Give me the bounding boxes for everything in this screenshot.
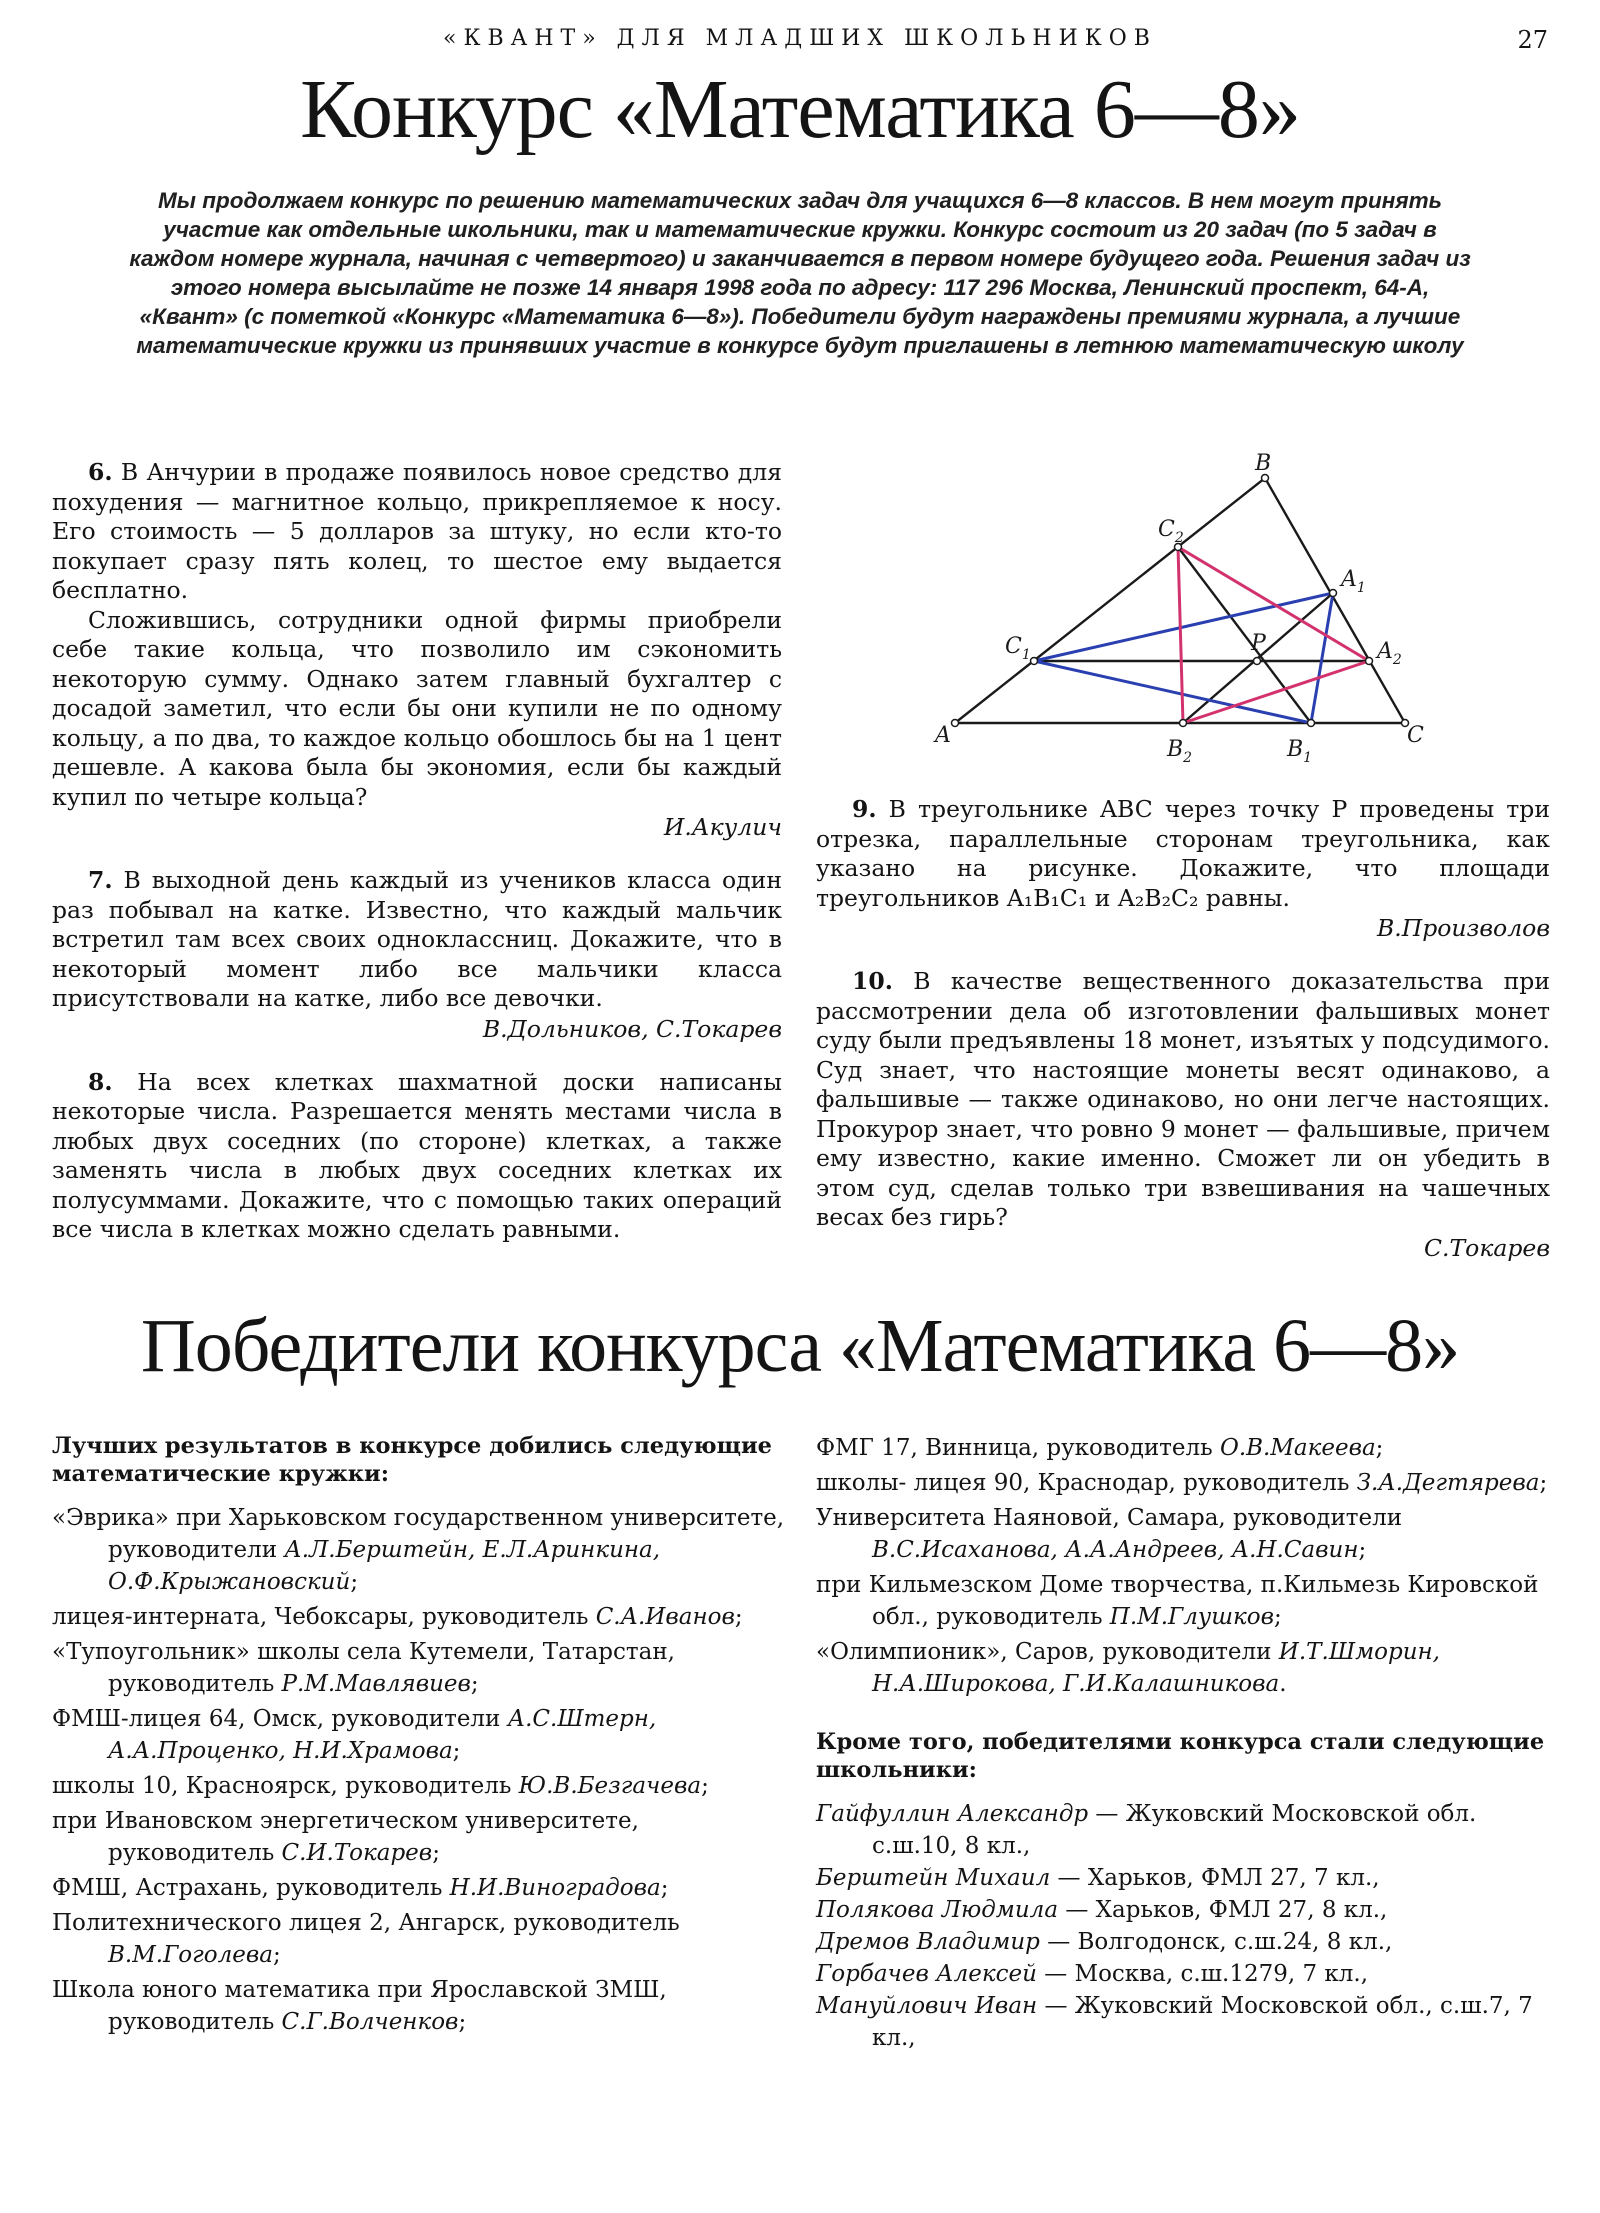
circle-entry-leaders: А.С.Штерн, А.А.Проценко, Н.И.Храмова — [108, 1706, 657, 1764]
label-b1: $B_1$ — [1287, 737, 1313, 766]
circle-entry-leaders: Н.И.Виноградова — [449, 1875, 661, 1901]
circle-entry — [52, 1974, 792, 2038]
circle-entry-end: ; — [1539, 1470, 1548, 1496]
student-entry — [816, 1798, 1556, 1862]
problem-9-text: В треугольнике ABC через точку P проведены три отрезка, параллельные сторонам треугольника, как указано на рисунке. Докажите, что площади треугольников A₁B₁C₁ и A₂B₂C₂ равны. — [816, 795, 1550, 912]
student-name: Дремов Владимир — [816, 1929, 1040, 1955]
winners-title: Победители конкурса «Математика 6—8» — [140, 1304, 1460, 1388]
student-name: Полякова Людмила — [816, 1897, 1059, 1923]
circle-entry-text: ФМШ, Астрахань, руководитель — [52, 1875, 450, 1901]
circle-entry-leaders: И.Т.Шморин, Н.А.Широкова, Г.И.Калашникова — [872, 1639, 1440, 1697]
problem-6-paragraph-2: Сложившись, сотрудники одной фирмы приобрели себе такие кольца, что позволило им сэкономить некоторую сумму. Однако затем главный бухгалтер с досадой заметил, что если бы они купили не по одному кольцу, а по два, то каждое кольцо обошлось бы на 1 цент дешевле. А какова была бы экономия, если бы каждый купил по четыре кольца? — [52, 605, 782, 811]
student-name: Гайфуллин Александр — [816, 1801, 1089, 1827]
circle-entry-text: ФМГ 17, Винница, руководитель — [816, 1435, 1220, 1461]
circle-entry — [52, 1805, 792, 1869]
circle-entry-text: Школа юного математика при Ярославской ЗМШ, руководитель — [52, 1977, 667, 2035]
circle-entry-leaders: В.М.Гоголева — [108, 1942, 273, 1968]
circle-entry-end: . — [1279, 1671, 1287, 1697]
circle-entry-text: Политехнического лицея 2, Ангарск, руководитель — [52, 1910, 680, 1936]
circle-entry — [816, 1467, 1556, 1499]
problem-6-number: 6. — [88, 458, 113, 486]
problem-10-author: С.Токарев — [1424, 1233, 1550, 1262]
label-a2: $A_2$ — [1377, 639, 1402, 668]
circle-entry — [816, 1569, 1556, 1633]
student-info: — Харьков, ФМЛ 27, 8 кл., — [1058, 1897, 1388, 1923]
label-c2: $C_2$ — [1158, 517, 1184, 546]
winners-left-column — [52, 1432, 792, 2041]
circle-entry-text: Университета Наяновой, Самара, руководители — [816, 1505, 1403, 1531]
contest-intro: Мы продолжаем конкурс по решению математических задач для учащихся 6—8 классов. В нем могут принять участие как отдельные школьники, так и математические кружки. Конкурс состоит из 20 задач (по 5 задач в каждом номере журнала, начиная с четвертого) и заканчивается в первом номере будущего года. Решения задач из этого номера высылайте не позже 14 января 1998 года по адресу: 117 296 Москва, Ленинский проспект, 64-А, «Квант» (с пометкой «Конкурс «Математика 6—8»). Победители будут награждены премиями журнала, а лучшие математические кружки из принявших участие в конкурсе будут приглашены в летнюю математическую школу — [129, 188, 1471, 358]
circle-entry-leaders: О.В.Макеева — [1219, 1435, 1376, 1461]
point-a — [952, 720, 959, 727]
point-b2 — [1180, 720, 1187, 727]
circle-entry-text: при Кильмезском Доме творчества, п.Кильмезь Кировской обл., руководитель — [816, 1572, 1539, 1630]
problem-7-author: В.Дольников, С.Токарев — [482, 1014, 782, 1043]
circle-entry-text: школы- лицея 90, Краснодар, руководитель — [816, 1470, 1357, 1496]
circle-entry-end: ; — [350, 1569, 359, 1595]
circle-entry-end: ; — [458, 2009, 467, 2035]
student-name: Берштейн Михаил — [816, 1865, 1051, 1891]
students-heading: Кроме того, победителями конкурса стали следующие школьники: — [816, 1729, 1545, 1783]
problem-7-paragraph — [52, 866, 782, 1014]
circle-entry-text: лицея-интерната, Чебоксары, руководитель — [52, 1604, 596, 1630]
student-info: — Жуковский Московской обл., с.ш.7, 7 кл., — [872, 1993, 1533, 2051]
label-p: P — [1251, 631, 1266, 656]
problem-6-text-1: В Анчурии в продаже появилось новое средство для похудения — магнитное кольцо, прикрепляемое к носу. Его стоимость — 5 долларов за штуку, но если кто-то покупает сразу пять колец, то шестое ему выдается бесплатно. — [52, 458, 782, 604]
circle-entry — [52, 1601, 792, 1633]
point-a1 — [1330, 590, 1337, 597]
circle-entry-text: при Ивановском энергетическом университете, руководитель — [52, 1808, 639, 1866]
student-info: — Волгодонск, с.ш.24, 8 кл., — [1039, 1929, 1393, 1955]
problem-9-author: В.Произволов — [1377, 914, 1550, 942]
problems-left-column — [52, 458, 782, 1245]
circle-entry-leaders: С.Г.Волченков — [281, 2009, 459, 2035]
problem-8-number: 8. — [88, 1067, 113, 1096]
circle-entry — [52, 1502, 792, 1598]
problems-right-column — [816, 795, 1550, 1287]
student-name: Горбачев Алексей — [816, 1961, 1037, 1987]
problem-6-paragraph-1 — [52, 458, 782, 606]
point-p — [1254, 658, 1261, 665]
circle-entry-end: ; — [432, 1840, 440, 1866]
point-c1 — [1031, 658, 1038, 665]
problem-9-paragraph — [816, 795, 1550, 913]
student-entry — [816, 1958, 1556, 1990]
label-a1: $A_1$ — [1341, 567, 1366, 596]
problem-10-paragraph — [816, 967, 1550, 1233]
problem-9-number: 9. — [852, 795, 877, 823]
student-entry — [816, 1926, 1556, 1958]
label-b: B — [1255, 451, 1272, 476]
student-info: — Харьков, ФМЛ 27, 7 кл., — [1050, 1865, 1380, 1891]
circle-entry-leaders: З.А.Дегтярева — [1356, 1470, 1540, 1496]
circle-entry — [52, 1703, 792, 1767]
circle-entry-end: ; — [470, 1671, 479, 1697]
circle-entry — [816, 1432, 1556, 1464]
circle-entry-end: ; — [1375, 1435, 1384, 1461]
problem-7-number: 7. — [88, 866, 113, 894]
problem-10-number: 10. — [852, 967, 893, 995]
circle-entry-leaders: Р.М.Мавлявиев — [281, 1671, 471, 1697]
circle-entry — [52, 1770, 792, 1802]
circle-entry-leaders: Ю.В.Безгачева — [518, 1773, 702, 1799]
circle-entry-text: школы 10, Красноярск, руководитель — [52, 1773, 519, 1799]
student-info: — Жуковский Московской обл. с.ш.10, 8 кл., — [872, 1801, 1477, 1859]
student-entry — [816, 1894, 1556, 1926]
circle-entry — [52, 1872, 792, 1904]
problem-8-paragraph — [52, 1068, 782, 1245]
label-a: A — [935, 723, 951, 748]
circle-entry — [52, 1907, 792, 1971]
page-title: Конкурс «Математика 6—8» — [300, 63, 1300, 156]
label-c: C — [1407, 723, 1424, 748]
circle-entry-text: «Эврика» при Харьковском государственном университете, руководители — [52, 1505, 785, 1563]
circle-entry — [816, 1502, 1556, 1566]
problem-10-text: В качестве вещественного доказательства при рассмотрении дела об изготовлении фальшивых монет суду были предъявлены 18 монет, изъятых у подсудимого. Суд знает, что настоящие монеты весят одинаково, а фальшивые — также одинаково, но они легче настоящих. Прокурор знает, что ровно 9 монет — фальшивые, причем ему известно, какие именно. Сможет ли он убедить в этом суд, сделав только три взвешивания на чашечных весах без гирь? — [816, 967, 1550, 1231]
circles-heading: Лучших результатов в конкурсе добились следующие математические кружки: — [52, 1433, 772, 1487]
student-entry — [816, 1862, 1556, 1894]
circle-entry-leaders: П.М.Глушков — [1109, 1604, 1274, 1630]
circle-entry-text: «Тупоугольник» школы села Кутемели, Татарстан, руководитель — [52, 1639, 675, 1697]
winners-right-column — [816, 1432, 1556, 2054]
problem-8-text: На всех клетках шахматной доски написаны некоторые числа. Разрешается менять местами числа в любых двух соседних (по стороне) клетках, а также заменять числа в любых двух соседних клетках их полусуммами. Докажите, что с помощью таких операций все числа в клетках можно сделать равными. — [52, 1067, 782, 1243]
problem-7-text: В выходной день каждый из учеников класса один раз побывал на катке. Известно, что каждый мальчик встретил там всех своих одноклассниц. Докажите, что в некоторый момент либо все мальчики класса присутствовали на катке, либо все девочки. — [52, 866, 782, 1012]
circle-entry-end: ; — [1274, 1604, 1282, 1630]
label-c1: $C_1$ — [1005, 634, 1031, 663]
running-head: «КВАНТ» ДЛЯ МЛАДШИХ ШКОЛЬНИКОВ — [443, 26, 1157, 51]
circle-entry-leaders: С.И.Токарев — [281, 1840, 433, 1866]
student-info: — Москва, с.ш.1279, 7 кл., — [1036, 1961, 1369, 1987]
circle-entry-end: ; — [701, 1773, 709, 1799]
student-entry — [816, 1990, 1556, 2054]
circle-entry-end: ; — [660, 1875, 669, 1901]
circle-entry-end: ; — [1358, 1537, 1367, 1563]
circle-entry-leaders: В.С.Исаханова, А.А.Андреев, А.Н.Савин — [872, 1537, 1359, 1563]
circle-entry — [52, 1636, 792, 1700]
point-a2 — [1366, 658, 1373, 665]
circle-entry-text: ФМШ-лицея 64, Омск, руководители — [52, 1706, 508, 1732]
label-b2: $B_2$ — [1167, 737, 1193, 766]
student-name: Мануйлович Иван — [816, 1993, 1038, 2019]
page-number: 27 — [1517, 26, 1548, 54]
circle-entry-end: ; — [734, 1604, 743, 1630]
circle-entry-text: «Олимпионик», Саров, руководители — [816, 1639, 1279, 1665]
problem-6-author: И.Акулич — [663, 813, 782, 841]
point-b1 — [1308, 720, 1315, 727]
circle-entry-leaders: А.Л.Берштейн, Е.Л.Аринкина, О.Ф.Крыжановский — [108, 1537, 661, 1595]
circle-entry — [816, 1636, 1556, 1700]
triangle-figure — [905, 450, 1445, 780]
circle-entry-end: ; — [452, 1738, 461, 1764]
circle-entry-end: ; — [272, 1942, 281, 1968]
circle-entry-leaders: С.А.Иванов — [595, 1604, 735, 1630]
